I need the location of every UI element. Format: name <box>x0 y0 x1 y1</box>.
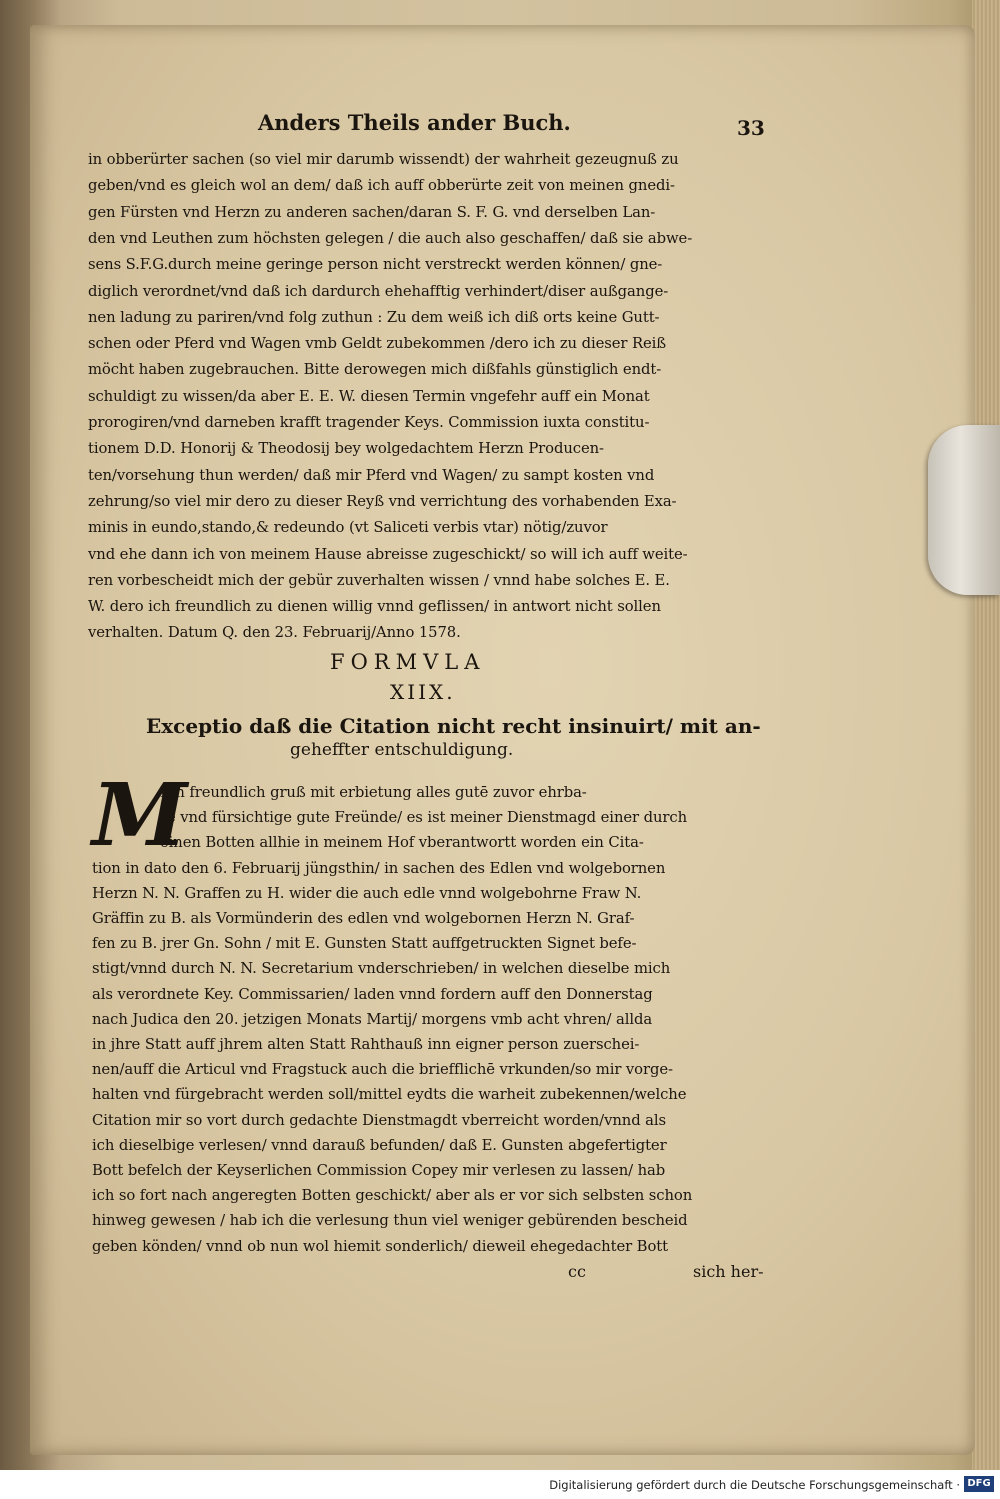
text-line: prorogiren/vnd darneben krafft tragender Keys. Commission iuxta constitu- <box>88 414 650 431</box>
text-line: Herzn N. N. Graffen zu H. wider die auch edle vnnd wolgebohrne Fraw N. <box>92 884 642 902</box>
text-line: in obberürter sachen (so viel mir darumb wissendt) der wahrheit gezeugnuß zu <box>88 151 679 168</box>
text-line: Bott befelch der Keyserlichen Commission Copey mir verlesen zu lassen/ hab <box>92 1162 666 1179</box>
text-line: Gräffin zu B. als Vormünderin des edlen vnd wolgebornen Herzn N. Graf- <box>92 910 635 927</box>
text-line: schuldigt zu wissen/da aber E. E. W. diesen Termin vngefehr auff ein Monat <box>88 387 650 405</box>
text-line: tion in dato den 6. Februarij jüngsthin/ in sachen des Edlen vnd wolgebornen <box>92 859 666 877</box>
footer-credit: Digitalisierung gefördert durch die Deutsche Forschungsgemeinschaft · <box>549 1478 960 1492</box>
text-line: fen zu B. jrer Gn. Sohn / mit E. Gunsten Statt auffgetruckten Signet befe- <box>92 935 637 953</box>
text-line: nen ladung zu pariren/vnd folg zuthun : Zu dem weiß ich diß orts keine Gutt- <box>88 308 660 326</box>
formula-title: FORMVLA <box>330 650 486 674</box>
text-line: minis in eundo,stando,& redeundo (vt Saliceti verbis vtar) nötig/zuvor <box>88 519 608 537</box>
text-line: sens S.F.G.durch meine geringe person nicht verstreckt werden können/ gne- <box>88 256 663 274</box>
text-line: tionem D.D. Honorij & Theodosij bey wolgedachtem Herzn Producen- <box>88 440 604 458</box>
text-line: re vnd fürsichtige gute Freünde/ es ist meiner Dienstmagd einer durch <box>160 809 687 827</box>
text-line: als verordnete Key. Commissarien/ laden vnnd fordern auff den Donnerstag <box>92 985 653 1003</box>
text-line: einen Botten allhie in meinem Hof vberantwortt worden ein Cita- <box>160 834 644 852</box>
text-line: in jhre Statt auff jhrem alten Statt Rahthauß inn eigner person zuerschei- <box>92 1036 640 1053</box>
text-line: W. dero ich freundlich zu dienen willig vnnd geflissen/ in antwort nicht sollen <box>88 598 661 616</box>
signature-mark: cc <box>568 1262 586 1281</box>
catchword: sich her- <box>693 1262 764 1281</box>
text-line: halten vnd fürgebracht werden soll/mittel eydts die warheit zubekennen/welche <box>92 1086 687 1104</box>
formula-number: XIIX. <box>390 680 456 704</box>
text-line: ich so fort nach angeregten Botten geschickt/ aber als er vor sich selbsten schon <box>92 1187 693 1205</box>
text-line: nach Judica den 20. jetzigen Monats Martij/ morgens vmb acht vhren/ allda <box>92 1010 653 1028</box>
text-line: ich dieselbige verlesen/ vnnd darauß befunden/ daß E. Gunsten abgefertigter <box>92 1136 667 1154</box>
drop-capital: M <box>92 765 188 866</box>
book-page-edges <box>972 0 1000 1470</box>
text-line: geben könden/ vnnd ob nun wol hiemit sonderlich/ dieweil ehegedachter Bott <box>92 1237 668 1255</box>
text-line: Citation mir so vort durch gedachte Dienstmagdt vberreicht worden/vnnd als <box>92 1111 667 1129</box>
text-line: vnd ehe dann ich von meinem Hause abreisse zugeschickt/ so will ich auff weite- <box>88 545 688 563</box>
section-heading: Exceptio daß die Citation nicht recht insinuirt/ mit an- <box>146 714 761 738</box>
text-line: schen oder Pferd vnd Wagen vmb Geldt zubekommen /dero ich zu dieser Reiß <box>88 335 667 353</box>
text-line: gen Fürsten vnd Herzn zu anderen sachen/daran S. F. G. vnd derselben Lan- <box>88 203 656 221</box>
page-number: 33 <box>737 116 765 140</box>
text-line: möcht haben zugebrauchen. Bitte derowegen mich dißfahls günstiglich endt- <box>88 361 662 379</box>
text-line: stigt/vnnd durch N. N. Secretarium vnderschrieben/ in welchen dieselbe mich <box>92 960 671 978</box>
text-line: zehrung/so viel mir dero zu dieser Reyß vnd verrichtung des vorhabenden Exa- <box>88 492 677 510</box>
text-line: nen/auff die Articul vnd Fragstuck auch die briefflichē vrkunden/so mir vorge- <box>92 1061 673 1079</box>
text-line: ren vorbescheidt mich der gebür zuverhalten wissen / vnnd habe solches E. E. <box>88 571 670 589</box>
text-line: Ein freundlich gruß mit erbietung alles gutē zuvor ehrba- <box>160 784 587 801</box>
text-line: hinweg gewesen / hab ich die verlesung thun viel weniger gebürenden bescheid <box>92 1212 688 1230</box>
running-head: Anders Theils ander Buch. <box>258 110 571 135</box>
text-line: diglich verordnet/vnd daß ich dardurch ehehafftig verhindert/diser außgange- <box>88 282 669 300</box>
text-line: verhalten. Datum Q. den 23. Februarij/Anno 1578. <box>88 624 461 642</box>
page-clip <box>928 425 1000 595</box>
text-line: geben/vnd es gleich wol an dem/ daß ich auff obberürte zeit von meinen gnedi- <box>88 177 675 195</box>
text-line: den vnd Leuthen zum höchsten gelegen / die auch also geschaffen/ daß sie abwe- <box>88 229 693 247</box>
section-heading-continued: geheffter entschuldigung. <box>290 740 514 760</box>
dfg-logo: DFG <box>964 1476 994 1492</box>
text-line: ten/vorsehung thun werden/ daß mir Pferd vnd Wagen/ zu sampt kosten vnd <box>88 466 655 484</box>
